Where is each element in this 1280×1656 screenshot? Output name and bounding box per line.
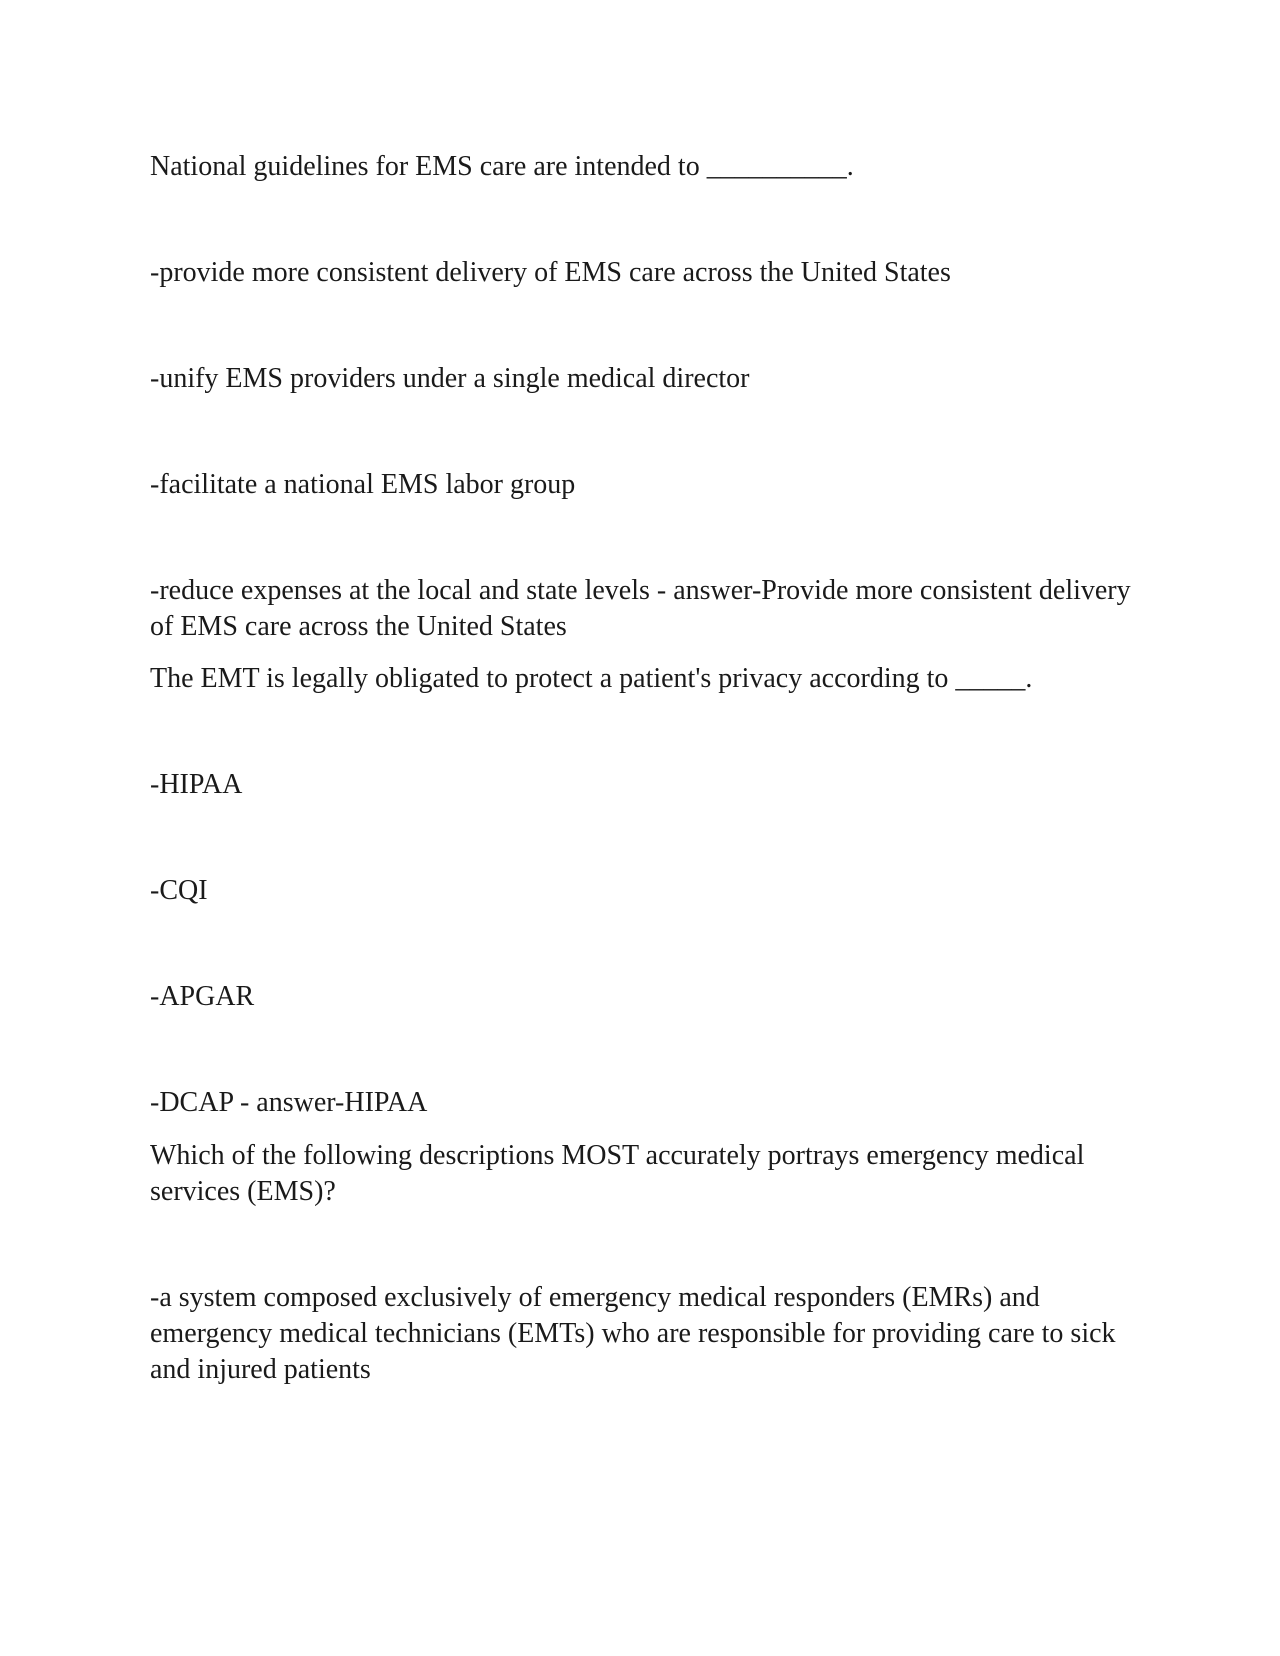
question-2: The EMT is legally obligated to protect a patient's privacy according to _____.: [150, 663, 1033, 694]
question-2-option-c: -APGAR: [150, 981, 255, 1012]
question-2-option-b: -CQI: [150, 875, 208, 906]
question-1-option-b: -unify EMS providers under a single medical director: [150, 363, 750, 394]
question-1-option-a: -provide more consistent delivery of EMS care across the United States: [150, 257, 951, 288]
question-1-option-c: -facilitate a national EMS labor group: [150, 469, 576, 500]
question-3-option-a: -a system composed exclusively of emergency medical responders (EMRs) and emergency medical technicians (EMTs) who are responsible for providing care to sick and injured patients: [150, 1282, 1116, 1385]
question-3: Which of the following descriptions MOST accurately portrays emergency medical services (EMS)?: [150, 1140, 1085, 1207]
question-2-option-d-answer: -DCAP - answer-HIPAA: [150, 1087, 428, 1118]
question-2-option-a: -HIPAA: [150, 769, 243, 800]
question-1: National guidelines for EMS care are intended to __________.: [150, 151, 854, 182]
question-1-option-d-answer: -reduce expenses at the local and state levels - answer-Provide more consistent delivery of EMS care across the United States: [150, 575, 1131, 642]
